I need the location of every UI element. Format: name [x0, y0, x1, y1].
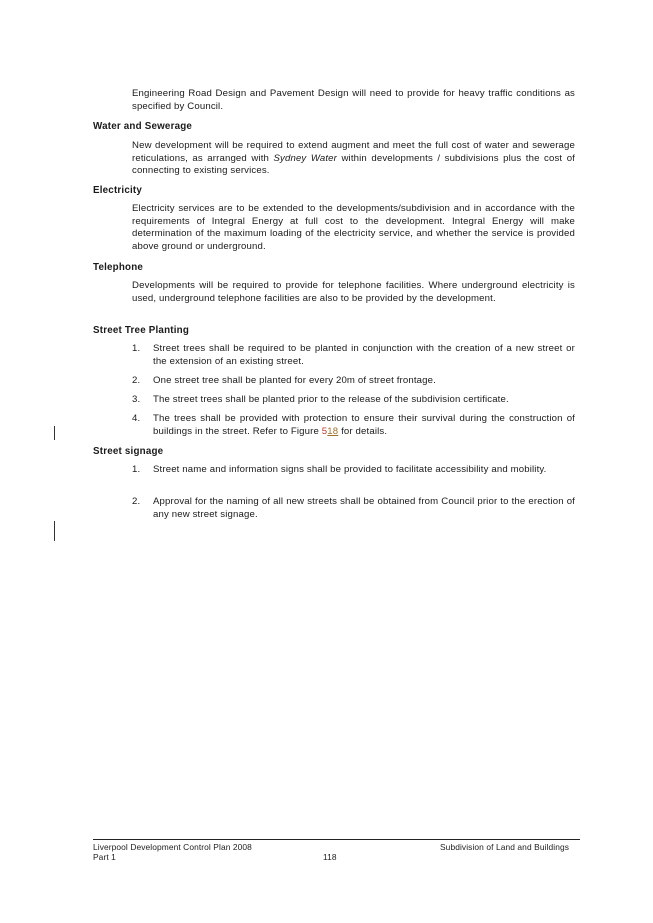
- footer-section-title: Subdivision of Land and Buildings: [440, 842, 570, 852]
- water-text-after: within developments / subdivisions plus the cost of connecting to existing services.: [132, 152, 575, 177]
- footer-part: Part 1: [93, 852, 116, 862]
- list-item-text: [153, 413, 575, 438]
- list-item: [132, 375, 575, 388]
- water-sewerage-paragraph: [132, 140, 575, 178]
- list-item-text: One street tree shall be planted for every 20m of street frontage.: [153, 375, 436, 386]
- intro-paragraph: Engineering Road Design and Pavement Design will need to provide for heavy traffic conditions as specified by Council.: [132, 88, 575, 112]
- telephone-paragraph: Developments will be required to provide for telephone facilities. Where underground electricity is used, underground telephone facilities are also to be provided by the development.: [132, 280, 575, 304]
- list-item-text: Approval for the naming of all new streets shall be obtained from Council prior to the erection of any new street signage.: [153, 496, 575, 520]
- heading-water-sewerage: Water and Sewerage: [93, 121, 193, 132]
- list-item: [132, 413, 575, 439]
- list-item: [132, 343, 575, 369]
- list-item-number: 1.: [132, 464, 141, 475]
- list-item-number: 1.: [132, 343, 141, 354]
- item-text-after: for details.: [338, 425, 388, 437]
- page-number: 118: [323, 852, 337, 862]
- electricity-paragraph: Electricity services are to be extended to the developments/subdivision and in accordance with the requirements of Integral Energy at full cost to the development. Integral Energy will make determination of the maximum loading of the electricity service, and whether the service is provided above ground or underground.: [132, 203, 575, 252]
- list-item-text: Street name and information signs shall be provided to facilitate accessibility and mobility.: [153, 464, 547, 475]
- sydney-water-text: Sydney Water: [273, 152, 338, 164]
- list-item-number: 3.: [132, 394, 141, 405]
- list-item: [132, 464, 575, 490]
- heading-telephone: Telephone: [93, 262, 144, 273]
- item-text-before: The trees shall be provided with protection to ensure their survival during the construction of buildings in the street. Refer to Figure: [153, 413, 575, 437]
- footer-divider: [93, 839, 580, 840]
- heading-electricity: Electricity: [93, 185, 143, 196]
- list-item-number: 2.: [132, 375, 141, 386]
- change-bar: [54, 521, 55, 541]
- figure-ref-deleted: 5: [321, 425, 328, 437]
- heading-street-tree-planting: Street Tree Planting: [93, 325, 190, 336]
- water-text-before: New development will be required to extend augment and meet the full cost of water and sewerage reticulations, as arranged with: [132, 140, 575, 164]
- list-item-text: The street trees shall be planted prior to the release of the subdivision certificate.: [153, 394, 509, 405]
- list-item-number: 2.: [132, 496, 141, 507]
- list-item: [132, 394, 575, 407]
- list-item-text: Street trees shall be required to be planted in conjunction with the creation of a new street or the extension of an existing street.: [153, 343, 575, 367]
- heading-street-signage: Street signage: [93, 446, 164, 457]
- figure-ref-inserted: 18: [327, 425, 339, 437]
- footer-document-title: Liverpool Development Control Plan 2008: [93, 842, 252, 852]
- list-item: [132, 496, 575, 522]
- change-bar: [54, 426, 55, 440]
- list-item-number: 4.: [132, 413, 141, 424]
